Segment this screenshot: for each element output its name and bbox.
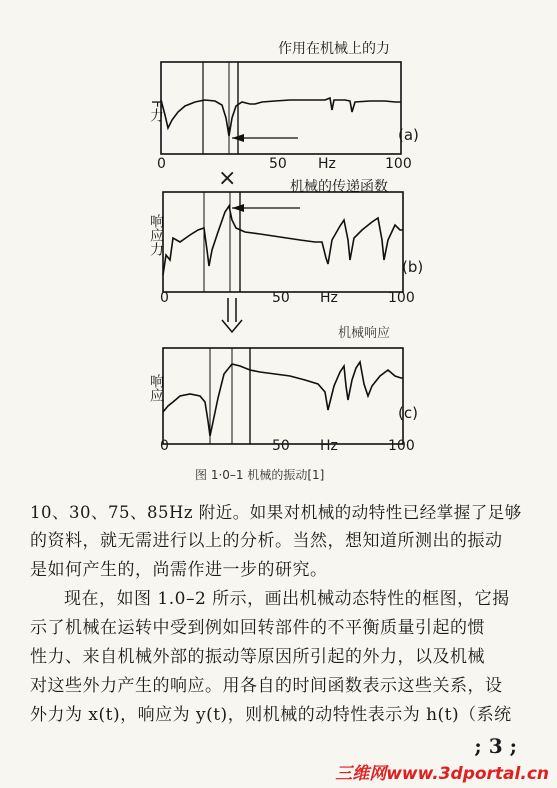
multiply-symbol: × bbox=[218, 166, 237, 191]
panel-c-tick-hz: Hz bbox=[320, 438, 338, 454]
panel-c-tick-50: 50 bbox=[272, 438, 290, 454]
panel-a-ylabel: F力 bbox=[148, 100, 164, 123]
panel-a-tick-hz: Hz bbox=[318, 156, 336, 172]
panel-c-ylabel: 响应 bbox=[148, 374, 164, 402]
panel-a-tick-0: 0 bbox=[157, 156, 166, 172]
page-number: ; 3 ; bbox=[474, 734, 517, 758]
panel-b-tick-50: 50 bbox=[272, 290, 290, 306]
panel-c-tick-100: 100 bbox=[388, 438, 415, 454]
body-line-2: 的资料，就无需进行以上的分析。当然，想知道所测出的振动 bbox=[30, 531, 503, 551]
body-line-5: 示了机械在运转中受到例如回转部件的不平衡质量引起的惯 bbox=[30, 618, 485, 638]
panel-b-tick-hz: Hz bbox=[320, 290, 338, 306]
panel-a-title: 作用在机械上的力 bbox=[278, 41, 390, 57]
panel-c-title: 机械响应 bbox=[338, 326, 391, 341]
down-arrow-icon bbox=[217, 296, 247, 336]
panel-b-title: 机械的传递函数 bbox=[290, 179, 388, 195]
watermark: 三维网www.3dportal.cn bbox=[335, 764, 549, 784]
panel-a-plot bbox=[0, 40, 557, 200]
panel-b-tag: (b) bbox=[402, 258, 424, 276]
body-line-4: 现在，如图 1.0–2 所示，画出机械动态特性的框图，它揭 bbox=[64, 589, 510, 609]
body-line-3: 是如何产生的，尚需作进一步的研究。 bbox=[30, 560, 328, 580]
body-line-1: 10、30、75、85Hz 附近。如果对机械的动特性已经掌握了足够 bbox=[30, 503, 522, 522]
panel-a-tick-100: 100 bbox=[385, 156, 412, 172]
panel-a-tag: (a) bbox=[398, 126, 419, 144]
panel-a-tick-50: 50 bbox=[269, 156, 287, 172]
panel-c-tag: (c) bbox=[398, 404, 418, 422]
panel-b-tick-100: 100 bbox=[388, 290, 415, 306]
body-line-7: 对这些外力产生的响应。用各自的时间函数表示这些关系，设 bbox=[30, 676, 503, 696]
panel-b-ylabel: 响应力 bbox=[148, 214, 164, 256]
body-line-8: 外力为 x(t)，响应为 y(t)，则机械的动特性表示为 h(t)（系统 bbox=[30, 705, 512, 725]
panel-c-tick-0: 0 bbox=[160, 438, 169, 454]
body-line-6: 性力、来自机械外部的振动等原因所引起的外力，以及机械 bbox=[30, 647, 485, 667]
panel-b-tick-0: 0 bbox=[160, 290, 169, 306]
figure-caption: 图 1·0–1 机械的振动[1] bbox=[195, 468, 325, 482]
